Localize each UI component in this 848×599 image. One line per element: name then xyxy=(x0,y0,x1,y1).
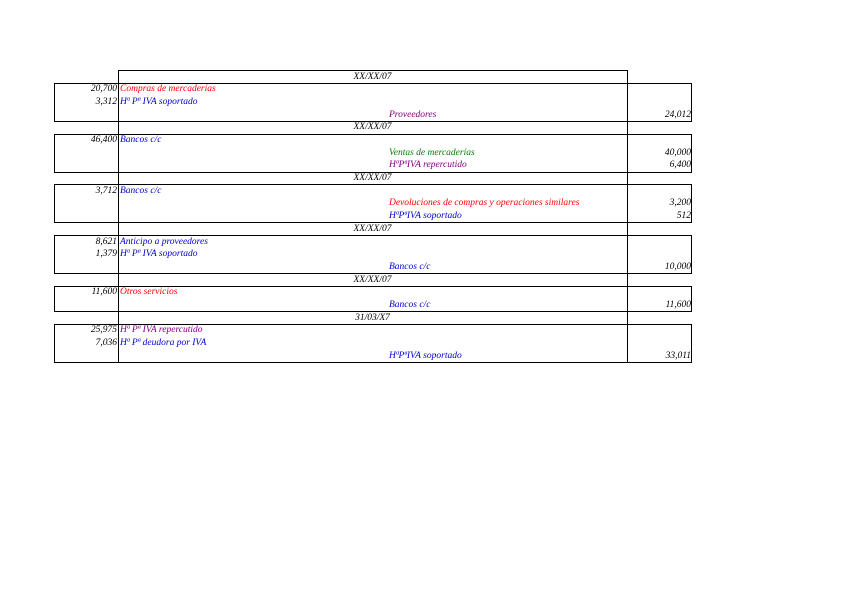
debit-column-line xyxy=(118,134,119,172)
debit-amount: 20,700 xyxy=(90,84,117,94)
entry-right-line xyxy=(691,324,692,362)
entry-left-line xyxy=(54,324,55,362)
debit-amount: 25,975 xyxy=(90,325,117,335)
credit-account: Bancos c/c xyxy=(389,262,431,272)
debit-amount: 1,379 xyxy=(95,249,117,259)
entry-left-line xyxy=(54,134,55,172)
credit-column-line xyxy=(627,184,628,222)
entry-date: XX/XX/07 xyxy=(353,122,392,132)
entry-right-line xyxy=(691,286,692,311)
date-strip-right-line xyxy=(627,273,628,286)
credit-account: Bancos c/c xyxy=(389,300,431,310)
debit-column-line xyxy=(118,184,119,222)
credit-account: Ventas de mercaderías xyxy=(389,148,475,158)
debit-amount: 3,312 xyxy=(95,97,117,107)
credit-amount: 33,011 xyxy=(665,351,691,361)
date-strip-right-line xyxy=(627,311,628,324)
entry-left-line xyxy=(54,184,55,222)
debit-account: Hª Pª IVA soportado xyxy=(120,249,198,259)
credit-amount: 3,200 xyxy=(669,198,691,208)
credit-account: Proveedores xyxy=(389,110,437,120)
entry-right-line xyxy=(691,83,692,121)
entry-left-line xyxy=(54,286,55,311)
credit-amount: 6,400 xyxy=(669,160,691,170)
credit-amount: 10,000 xyxy=(664,262,691,272)
date-strip-right-line xyxy=(627,222,628,235)
debit-amount: 46,400 xyxy=(90,135,117,145)
entry-date: XX/XX/07 xyxy=(353,224,392,234)
entry-right-line xyxy=(691,235,692,273)
credit-column-line xyxy=(627,83,628,121)
credit-amount: 40,000 xyxy=(664,148,691,158)
date-strip-right-line xyxy=(627,121,628,134)
debit-column-line xyxy=(118,324,119,362)
debit-amount: 11,600 xyxy=(91,287,117,297)
entry-right-line xyxy=(691,134,692,172)
debit-account: Hª Pª IVA repercutido xyxy=(120,325,203,335)
debit-amount: 3,712 xyxy=(95,186,117,196)
credit-column-line xyxy=(627,324,628,362)
entry-left-line xyxy=(54,83,55,121)
entry-left-line xyxy=(54,235,55,273)
debit-account: Anticipo a proveedores xyxy=(120,237,208,247)
entry-date: XX/XX/07 xyxy=(353,72,392,82)
debit-account: Bancos c/c xyxy=(120,186,162,196)
credit-column-line xyxy=(627,286,628,311)
credit-column-line xyxy=(627,134,628,172)
credit-account: HªPªIVA soportado xyxy=(389,351,462,361)
credit-account: HªPªIVA soportado xyxy=(389,211,462,221)
debit-amount: 7,036 xyxy=(95,338,117,348)
debit-account: Bancos c/c xyxy=(120,135,162,145)
debit-account: Hª Pª deudora por IVA xyxy=(120,338,207,348)
debit-amount: 8,621 xyxy=(95,237,117,247)
entry-date: 31/03/X7 xyxy=(355,313,390,323)
debit-account: Hª Pª IVA soportado xyxy=(120,97,198,107)
credit-amount: 512 xyxy=(676,211,691,221)
entry-bottom-line xyxy=(54,362,692,363)
credit-column-line xyxy=(627,235,628,273)
credit-account: HªPªIVA repercutido xyxy=(389,160,467,170)
debit-column-line xyxy=(118,286,119,311)
credit-amount: 11,600 xyxy=(665,300,691,310)
debit-column-line xyxy=(118,83,119,121)
debit-account: Compras de mercaderías xyxy=(120,84,216,94)
credit-amount: 24,012 xyxy=(664,110,691,120)
entry-date: XX/XX/07 xyxy=(353,275,392,285)
debit-column-line xyxy=(118,235,119,273)
entry-date: XX/XX/07 xyxy=(353,173,392,183)
debit-account: Otros servicios xyxy=(120,287,178,297)
date-strip-right-line xyxy=(627,70,628,83)
entry-right-line xyxy=(691,184,692,222)
credit-account: Devoluciones de compras y operaciones similares xyxy=(389,198,580,208)
